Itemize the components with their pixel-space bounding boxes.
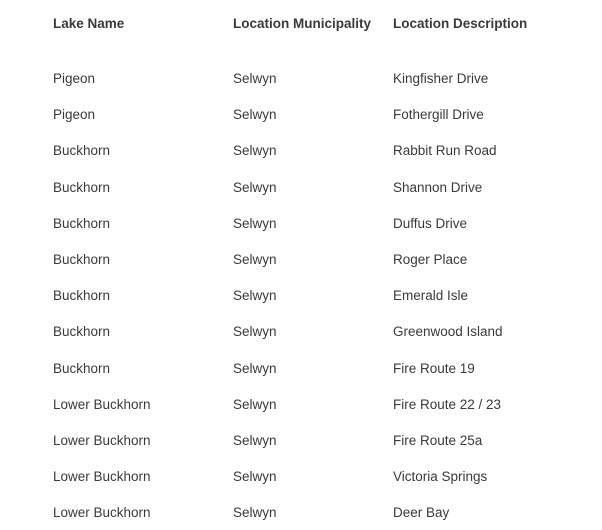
table-row [0,277,602,313]
cell-location-municipality: Selwyn [233,469,277,485]
table-row [0,169,602,205]
table-row [0,132,602,168]
table-row [0,422,602,458]
cell-lake-name: Buckhorn [53,288,111,304]
cell-location-description: Greenwood Island [393,324,503,340]
table-row [0,386,602,422]
cell-location-municipality: Selwyn [233,143,277,159]
table-header-row [0,0,602,60]
cell-lake-name: Lower Buckhorn [53,432,151,448]
cell-location-description: Rabbit Run Road [393,143,497,159]
cell-lake-name: Buckhorn [53,324,111,340]
cell-lake-name: Buckhorn [53,251,111,267]
cell-location-municipality: Selwyn [233,71,277,86]
cell-location-description: Deer Bay [393,505,450,521]
cell-location-municipality: Selwyn [233,251,277,267]
table-row [0,241,602,277]
cell-lake-name: Lower Buckhorn [53,396,151,412]
table-row [0,96,602,132]
cell-lake-name: Lower Buckhorn [53,505,151,521]
cell-location-description: Fire Route 19 [393,360,475,376]
cell-lake-name: Buckhorn [53,143,111,159]
cell-lake-name: Pigeon [53,71,96,86]
cell-location-description: Victoria Springs [393,469,488,485]
table-row [0,458,602,494]
cell-location-municipality: Selwyn [233,107,277,123]
cell-location-description: Kingfisher Drive [393,71,489,86]
cell-location-municipality: Selwyn [233,215,277,231]
cell-location-description: Fothergill Drive [393,107,484,123]
table-body [0,60,602,530]
cell-location-description: Fire Route 25a [393,432,483,448]
cell-lake-name: Buckhorn [53,360,111,376]
cell-location-municipality: Selwyn [233,505,277,521]
cell-location-municipality: Selwyn [233,179,277,195]
cell-lake-name: Pigeon [53,107,96,123]
cell-location-description: Roger Place [393,251,468,267]
cell-location-municipality: Selwyn [233,396,277,412]
cell-lake-name: Lower Buckhorn [53,469,151,485]
header-location-municipality: Location Municipality [233,16,372,31]
table-row [0,350,602,386]
header-lake-name: Lake Name [53,16,125,31]
cell-location-municipality: Selwyn [233,288,277,304]
cell-lake-name: Buckhorn [53,215,111,231]
cell-location-municipality: Selwyn [233,324,277,340]
cell-location-municipality: Selwyn [233,432,277,448]
table-row [0,313,602,349]
table-row [0,205,602,241]
cell-location-description: Duffus Drive [393,215,468,231]
cell-lake-name: Buckhorn [53,179,111,195]
cell-location-description: Emerald Isle [393,288,469,304]
table-row [0,60,602,96]
cell-location-description: Fire Route 22 / 23 [393,396,502,412]
table-row [0,494,602,530]
cell-location-description: Shannon Drive [393,179,483,195]
cell-location-municipality: Selwyn [233,360,277,376]
header-location-description: Location Description [393,16,528,31]
